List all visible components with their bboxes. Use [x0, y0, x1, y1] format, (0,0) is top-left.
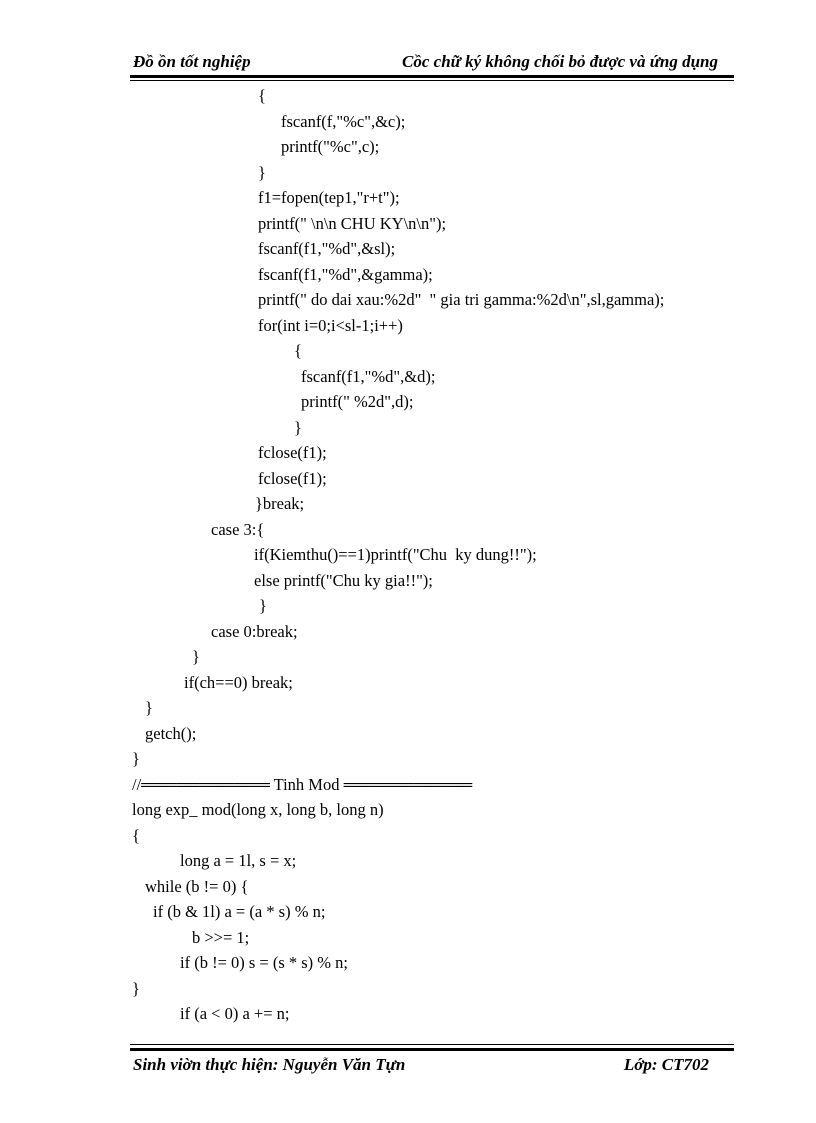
code-line: } [132, 979, 140, 998]
code-line: fclose(f1); [258, 443, 327, 462]
header-left-title: Đồ ồn tốt nghiệp [133, 52, 251, 71]
code-line: while (b != 0) { [145, 877, 249, 896]
code-line: case 0:break; [211, 622, 298, 641]
header-right-title: Cồc chữ ký không chối bỏ được và ứng dụng [402, 52, 718, 71]
code-line: { [132, 826, 140, 845]
footer-class: Lớp: CT702 [623, 1055, 709, 1074]
code-line: printf("%c",c); [281, 137, 380, 156]
header-rule-thick [130, 75, 734, 78]
code-line: } [259, 596, 267, 615]
code-line: fscanf(f1,"%d",&d); [301, 367, 436, 386]
code-line: } [258, 163, 266, 182]
code-line: else printf("Chu ky gia!!"); [254, 571, 433, 590]
code-line: long exp_ mod(long x, long b, long n) [132, 800, 384, 819]
footer-student-name: Sinh viờn thực hiện: Nguyễn Văn Tựn [133, 1055, 406, 1074]
footer-rule-thick [130, 1048, 734, 1051]
footer-rule-thin [130, 1044, 734, 1045]
code-line: } [192, 647, 200, 666]
code-line: fscanf(f1,"%d",&gamma); [258, 265, 433, 284]
code-line: } [294, 418, 302, 437]
code-line: //═══════════ Tinh Mod ═══════════ [132, 775, 473, 794]
code-line: } [132, 749, 140, 768]
code-line: { [294, 341, 302, 360]
code-line: fscanf(f1,"%d",&sl); [258, 239, 396, 258]
code-line: }break; [255, 494, 305, 513]
code-line: if (a < 0) a += n; [180, 1004, 290, 1023]
code-line: if(Kiemthu()==1)printf("Chu ky dung!!"); [254, 545, 537, 564]
code-line: b >>= 1; [192, 928, 250, 947]
code-line: if(ch==0) break; [184, 673, 293, 692]
code-line: for(int i=0;i<sl-1;i++) [258, 316, 403, 335]
code-line: fscanf(f,"%c",&c); [281, 112, 406, 131]
header-rule-thin [130, 80, 734, 81]
code-line: printf(" %2d",d); [301, 392, 414, 411]
code-line: printf(" \n\n CHU KY\n\n"); [258, 214, 447, 233]
code-line: { [258, 86, 266, 105]
code-line: if (b != 0) s = (s * s) % n; [180, 953, 349, 972]
code-line: f1=fopen(tep1,"r+t"); [258, 188, 400, 207]
code-line: fclose(f1); [258, 469, 327, 488]
code-line: case 3:{ [211, 520, 265, 539]
code-line: if (b & 1l) a = (a * s) % n; [153, 902, 326, 921]
code-line: printf(" do dai xau:%2d" " gia tri gamma:%2d\n",sl,gamma); [258, 290, 665, 309]
code-line: long a = 1l, s = x; [180, 851, 297, 870]
code-line: getch(); [145, 724, 197, 743]
code-line: } [145, 698, 153, 717]
